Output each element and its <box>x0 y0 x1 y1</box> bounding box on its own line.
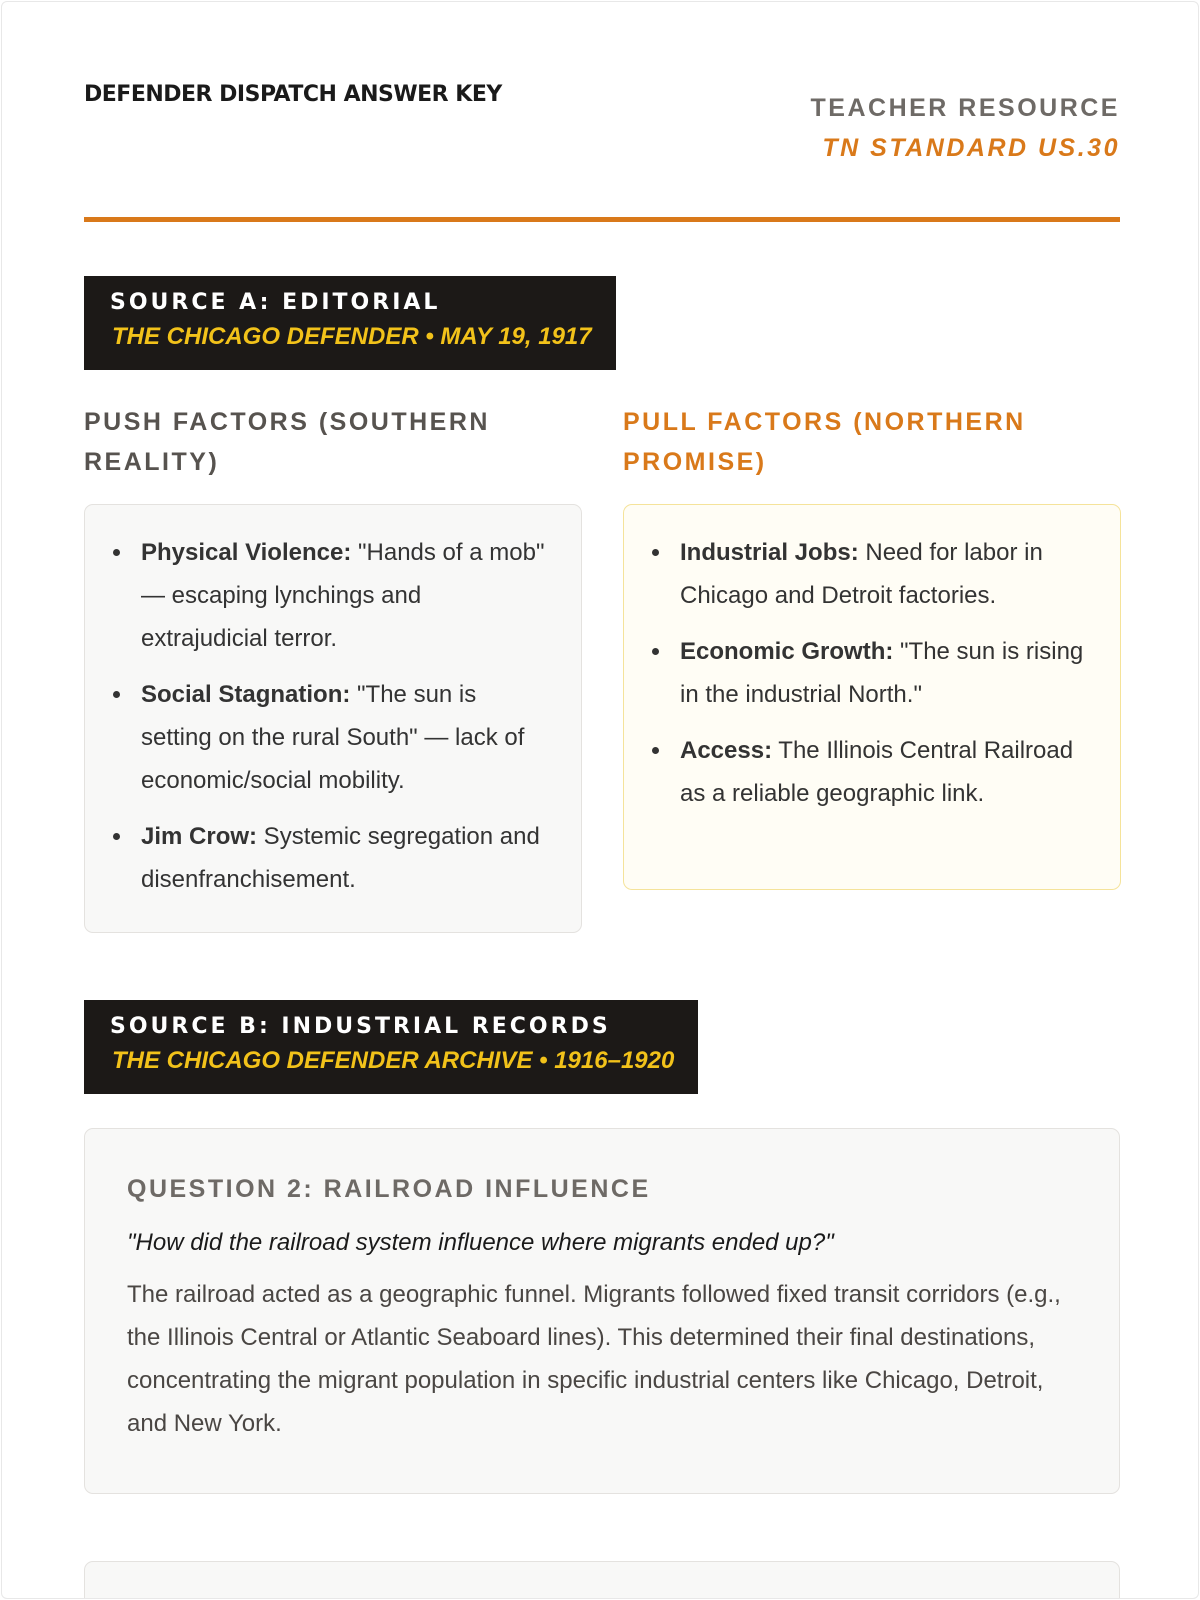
push-factors-box <box>84 504 582 933</box>
push-factors-heading: PUSH FACTORS (SOUTHERN REALITY) <box>84 408 490 476</box>
source-a-subtitle: THE CHICAGO DEFENDER • MAY 19, 1917 <box>112 323 592 350</box>
source-a-label: SOURCE A: EDITORIAL <box>110 290 441 315</box>
factor-term: Physical Violence: <box>141 539 352 566</box>
list-item <box>650 729 1090 815</box>
factor-text: "The sun is setting on the rural South" — lack of economic/social mobility. <box>141 681 525 794</box>
document-title: DEFENDER DISPATCH ANSWER KEY <box>84 82 502 107</box>
list-item <box>111 673 551 802</box>
list-item <box>650 630 1090 716</box>
teacher-resource-label: TEACHER RESOURCE <box>810 94 1120 122</box>
source-b-tag <box>84 1000 698 1094</box>
list-item <box>650 531 1090 617</box>
factor-text: "Hands of a mob" — escaping lynchings and extrajudicial terror. <box>141 539 545 652</box>
header-divider <box>84 217 1120 222</box>
question-2-prompt: "How did the railroad system influence where migrants ended up?" <box>127 1229 834 1256</box>
factor-term: Social Stagnation: <box>141 681 351 708</box>
next-question-card <box>84 1561 1120 1599</box>
question-2-answer: The railroad acted as a geographic funnel. Migrants followed fixed transit corridors (e.g., the Illinois Central or Atlantic Seaboard lines). This determined their final destinations, concentrating the migrant population in specific industrial centers like Chicago, Detroit, and New York. <box>127 1281 1061 1437</box>
pull-factors-heading: PULL FACTORS (NORTHERN PROMISE) <box>623 408 1026 476</box>
source-b-subtitle: THE CHICAGO DEFENDER ARCHIVE • 1916–1920 <box>112 1047 675 1074</box>
list-item <box>111 815 551 901</box>
pull-factors-list <box>650 531 1090 815</box>
factor-text: "The sun is rising in the industrial North." <box>680 638 1084 708</box>
question-2-title: QUESTION 2: RAILROAD INFLUENCE <box>127 1175 651 1203</box>
document-header <box>84 82 1120 222</box>
source-b-label: SOURCE B: INDUSTRIAL RECORDS <box>110 1014 611 1039</box>
document-meta <box>811 88 1120 168</box>
push-factors-list <box>111 531 551 901</box>
factor-text: Systemic segregation and disenfranchisement. <box>141 823 540 893</box>
factor-term: Access: <box>680 737 773 764</box>
factor-text: The Illinois Central Railroad as a reliable geographic link. <box>680 737 1074 807</box>
standard-label: TN STANDARD US.30 <box>822 134 1120 162</box>
factor-text: Need for labor in Chicago and Detroit factories. <box>680 539 1043 609</box>
pull-factors-box <box>623 504 1121 890</box>
answer-key-page <box>1 1 1199 1599</box>
source-a-tag <box>84 276 616 370</box>
factor-term: Jim Crow: <box>141 823 258 850</box>
factor-term: Economic Growth: <box>680 638 894 665</box>
question-2-card <box>84 1128 1120 1494</box>
list-item <box>111 531 551 660</box>
factor-term: Industrial Jobs: <box>680 539 859 566</box>
